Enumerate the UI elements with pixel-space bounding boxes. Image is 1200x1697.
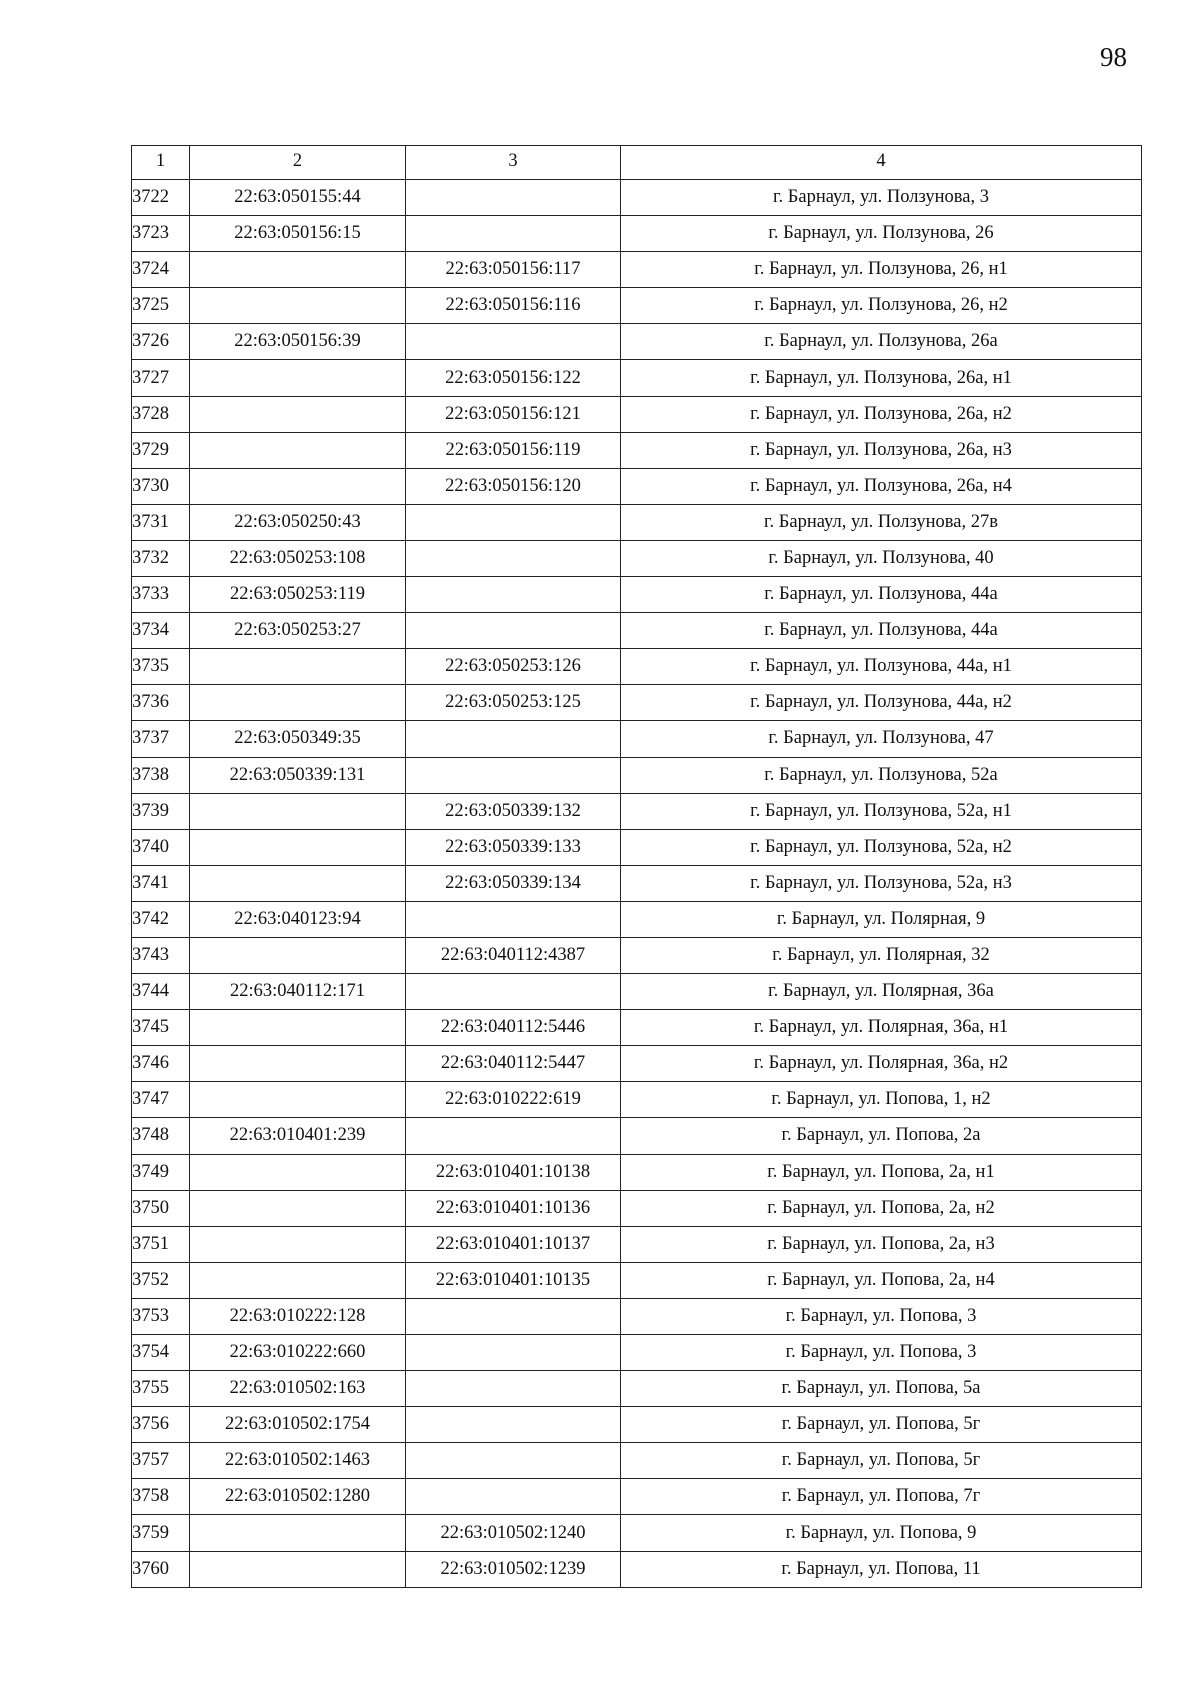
room-cadastral-number-cell: 22:63:050339:134 [406, 865, 621, 901]
table-row [132, 649, 1142, 685]
cadastral-number-cell: 22:63:040123:94 [190, 901, 406, 937]
room-cadastral-number-cell [406, 1335, 621, 1371]
room-cadastral-number-cell: 22:63:050156:117 [406, 252, 621, 288]
table-row [132, 1226, 1142, 1262]
room-cadastral-number-cell: 22:63:050339:133 [406, 829, 621, 865]
address-cell: г. Барнаул, ул. Ползунова, 27в [621, 504, 1142, 540]
table-row [132, 1046, 1142, 1082]
cadastral-number-cell [190, 1190, 406, 1226]
table-row [132, 1515, 1142, 1551]
table-row [132, 901, 1142, 937]
room-cadastral-number-cell [406, 540, 621, 576]
table-row [132, 504, 1142, 540]
address-cell: г. Барнаул, ул. Ползунова, 26а [621, 324, 1142, 360]
row-number-cell: 3729 [132, 432, 190, 468]
cadastral-number-cell [190, 649, 406, 685]
room-cadastral-number-cell [406, 901, 621, 937]
table-row [132, 216, 1142, 252]
column-header-4: 4 [621, 146, 1142, 180]
room-cadastral-number-cell: 22:63:050156:119 [406, 432, 621, 468]
cadastral-number-cell [190, 1551, 406, 1587]
room-cadastral-number-cell [406, 757, 621, 793]
address-cell: г. Барнаул, ул. Полярная, 32 [621, 937, 1142, 973]
row-number-cell: 3730 [132, 468, 190, 504]
address-cell: г. Барнаул, ул. Попова, 2а, н3 [621, 1226, 1142, 1262]
row-number-cell: 3735 [132, 649, 190, 685]
table-row [132, 1371, 1142, 1407]
table-row [132, 937, 1142, 973]
column-header-1: 1 [132, 146, 190, 180]
table-row [132, 685, 1142, 721]
row-number-cell: 3722 [132, 180, 190, 216]
cadastral-number-cell [190, 1082, 406, 1118]
row-number-cell: 3751 [132, 1226, 190, 1262]
row-number-cell: 3732 [132, 540, 190, 576]
room-cadastral-number-cell [406, 721, 621, 757]
row-number-cell: 3742 [132, 901, 190, 937]
address-cell: г. Барнаул, ул. Ползунова, 26 [621, 216, 1142, 252]
row-number-cell: 3754 [132, 1335, 190, 1371]
room-cadastral-number-cell [406, 974, 621, 1010]
room-cadastral-number-cell: 22:63:010502:1239 [406, 1551, 621, 1587]
row-number-cell: 3758 [132, 1479, 190, 1515]
table-row [132, 1154, 1142, 1190]
cadastral-number-cell [190, 1154, 406, 1190]
address-cell: г. Барнаул, ул. Попова, 2а, н1 [621, 1154, 1142, 1190]
row-number-cell: 3752 [132, 1262, 190, 1298]
address-cell: г. Барнаул, ул. Попова, 3 [621, 1298, 1142, 1334]
cadastral-number-cell [190, 1010, 406, 1046]
room-cadastral-number-cell: 22:63:050156:121 [406, 396, 621, 432]
room-cadastral-number-cell: 22:63:040112:5447 [406, 1046, 621, 1082]
table-row [132, 180, 1142, 216]
room-cadastral-number-cell [406, 1118, 621, 1154]
cadastral-number-cell [190, 865, 406, 901]
table-row [132, 757, 1142, 793]
room-cadastral-number-cell: 22:63:040112:4387 [406, 937, 621, 973]
cadastral-number-cell: 22:63:010502:1754 [190, 1407, 406, 1443]
row-number-cell: 3757 [132, 1443, 190, 1479]
address-cell: г. Барнаул, ул. Попова, 3 [621, 1335, 1142, 1371]
table-row [132, 432, 1142, 468]
table-row [132, 1010, 1142, 1046]
address-cell: г. Барнаул, ул. Попова, 5а [621, 1371, 1142, 1407]
room-cadastral-number-cell [406, 504, 621, 540]
room-cadastral-number-cell [406, 1407, 621, 1443]
room-cadastral-number-cell: 22:63:050156:120 [406, 468, 621, 504]
registry-table [131, 145, 1142, 1588]
address-cell: г. Барнаул, ул. Ползунова, 26, н2 [621, 288, 1142, 324]
address-cell: г. Барнаул, ул. Ползунова, 26, н1 [621, 252, 1142, 288]
cadastral-number-cell [190, 793, 406, 829]
cadastral-number-cell: 22:63:050253:119 [190, 577, 406, 613]
room-cadastral-number-cell: 22:63:050253:125 [406, 685, 621, 721]
cadastral-number-cell [190, 396, 406, 432]
room-cadastral-number-cell: 22:63:010502:1240 [406, 1515, 621, 1551]
address-cell: г. Барнаул, ул. Ползунова, 47 [621, 721, 1142, 757]
room-cadastral-number-cell: 22:63:050339:132 [406, 793, 621, 829]
room-cadastral-number-cell: 22:63:010401:10138 [406, 1154, 621, 1190]
table-row [132, 613, 1142, 649]
address-cell: г. Барнаул, ул. Полярная, 36а, н2 [621, 1046, 1142, 1082]
cadastral-number-cell [190, 468, 406, 504]
row-number-cell: 3738 [132, 757, 190, 793]
row-number-cell: 3733 [132, 577, 190, 613]
cadastral-number-cell: 22:63:050253:108 [190, 540, 406, 576]
address-cell: г. Барнаул, ул. Полярная, 36а [621, 974, 1142, 1010]
cadastral-number-cell: 22:63:050155:44 [190, 180, 406, 216]
cadastral-number-cell: 22:63:040112:171 [190, 974, 406, 1010]
cadastral-number-cell [190, 937, 406, 973]
row-number-cell: 3753 [132, 1298, 190, 1334]
room-cadastral-number-cell: 22:63:010401:10137 [406, 1226, 621, 1262]
room-cadastral-number-cell [406, 577, 621, 613]
table-row [132, 1335, 1142, 1371]
address-cell: г. Барнаул, ул. Ползунова, 44а, н1 [621, 649, 1142, 685]
table-row [132, 468, 1142, 504]
cadastral-number-cell [190, 1515, 406, 1551]
table-row [132, 1479, 1142, 1515]
table-row [132, 1262, 1142, 1298]
cadastral-number-cell: 22:63:010502:1463 [190, 1443, 406, 1479]
row-number-cell: 3747 [132, 1082, 190, 1118]
room-cadastral-number-cell [406, 180, 621, 216]
table-row [132, 396, 1142, 432]
room-cadastral-number-cell [406, 324, 621, 360]
row-number-cell: 3750 [132, 1190, 190, 1226]
table-row [132, 1551, 1142, 1587]
address-cell: г. Барнаул, ул. Полярная, 9 [621, 901, 1142, 937]
row-number-cell: 3727 [132, 360, 190, 396]
cadastral-number-cell [190, 829, 406, 865]
row-number-cell: 3734 [132, 613, 190, 649]
row-number-cell: 3728 [132, 396, 190, 432]
table-row [132, 1118, 1142, 1154]
row-number-cell: 3741 [132, 865, 190, 901]
row-number-cell: 3731 [132, 504, 190, 540]
table-row [132, 360, 1142, 396]
page-number: 98 [1100, 42, 1127, 72]
table-row [132, 252, 1142, 288]
cadastral-number-cell [190, 432, 406, 468]
row-number-cell: 3760 [132, 1551, 190, 1587]
table-body [132, 180, 1142, 1588]
cadastral-number-cell [190, 1226, 406, 1262]
room-cadastral-number-cell: 22:63:050253:126 [406, 649, 621, 685]
cadastral-number-cell [190, 1046, 406, 1082]
table-row [132, 288, 1142, 324]
address-cell: г. Барнаул, ул. Ползунова, 52а [621, 757, 1142, 793]
cadastral-number-cell: 22:63:050339:131 [190, 757, 406, 793]
table-row [132, 324, 1142, 360]
room-cadastral-number-cell [406, 216, 621, 252]
row-number-cell: 3745 [132, 1010, 190, 1046]
table-row [132, 1407, 1142, 1443]
cadastral-number-cell: 22:63:010222:128 [190, 1298, 406, 1334]
row-number-cell: 3723 [132, 216, 190, 252]
address-cell: г. Барнаул, ул. Ползунова, 26а, н3 [621, 432, 1142, 468]
table-row [132, 577, 1142, 613]
room-cadastral-number-cell: 22:63:010401:10136 [406, 1190, 621, 1226]
address-cell: г. Барнаул, ул. Ползунова, 44а, н2 [621, 685, 1142, 721]
row-number-cell: 3725 [132, 288, 190, 324]
table-row [132, 1082, 1142, 1118]
room-cadastral-number-cell [406, 1479, 621, 1515]
room-cadastral-number-cell [406, 613, 621, 649]
cadastral-number-cell: 22:63:010502:1280 [190, 1479, 406, 1515]
room-cadastral-number-cell [406, 1371, 621, 1407]
row-number-cell: 3746 [132, 1046, 190, 1082]
row-number-cell: 3748 [132, 1118, 190, 1154]
address-cell: г. Барнаул, ул. Попова, 2а, н4 [621, 1262, 1142, 1298]
row-number-cell: 3756 [132, 1407, 190, 1443]
table-row [132, 1298, 1142, 1334]
address-cell: г. Барнаул, ул. Ползунова, 26а, н4 [621, 468, 1142, 504]
table-row [132, 721, 1142, 757]
cadastral-number-cell: 22:63:010401:239 [190, 1118, 406, 1154]
address-cell: г. Барнаул, ул. Попова, 9 [621, 1515, 1142, 1551]
cadastral-number-cell: 22:63:010502:163 [190, 1371, 406, 1407]
table-row [132, 793, 1142, 829]
address-cell: г. Барнаул, ул. Ползунова, 52а, н2 [621, 829, 1142, 865]
address-cell: г. Барнаул, ул. Попова, 5г [621, 1443, 1142, 1479]
table-row [132, 829, 1142, 865]
column-header-3: 3 [406, 146, 621, 180]
cadastral-number-cell: 22:63:050156:39 [190, 324, 406, 360]
address-cell: г. Барнаул, ул. Ползунова, 40 [621, 540, 1142, 576]
address-cell: г. Барнаул, ул. Попова, 1, н2 [621, 1082, 1142, 1118]
address-cell: г. Барнаул, ул. Попова, 11 [621, 1551, 1142, 1587]
table-header [132, 146, 1142, 180]
address-cell: г. Барнаул, ул. Попова, 2а, н2 [621, 1190, 1142, 1226]
row-number-cell: 3726 [132, 324, 190, 360]
row-number-cell: 3739 [132, 793, 190, 829]
row-number-cell: 3740 [132, 829, 190, 865]
address-cell: г. Барнаул, ул. Ползунова, 44а [621, 613, 1142, 649]
cadastral-number-cell: 22:63:050156:15 [190, 216, 406, 252]
room-cadastral-number-cell: 22:63:010401:10135 [406, 1262, 621, 1298]
row-number-cell: 3744 [132, 974, 190, 1010]
cadastral-number-cell [190, 360, 406, 396]
cadastral-number-cell [190, 252, 406, 288]
cadastral-number-cell [190, 288, 406, 324]
cadastral-number-cell: 22:63:050253:27 [190, 613, 406, 649]
column-header-2: 2 [190, 146, 406, 180]
table-row [132, 974, 1142, 1010]
row-number-cell: 3736 [132, 685, 190, 721]
room-cadastral-number-cell [406, 1298, 621, 1334]
table-row [132, 1443, 1142, 1479]
room-cadastral-number-cell: 22:63:050156:122 [406, 360, 621, 396]
cadastral-number-cell: 22:63:050250:43 [190, 504, 406, 540]
row-number-cell: 3759 [132, 1515, 190, 1551]
row-number-cell: 3724 [132, 252, 190, 288]
table-row [132, 540, 1142, 576]
address-cell: г. Барнаул, ул. Попова, 7г [621, 1479, 1142, 1515]
row-number-cell: 3755 [132, 1371, 190, 1407]
address-cell: г. Барнаул, ул. Попова, 5г [621, 1407, 1142, 1443]
row-number-cell: 3749 [132, 1154, 190, 1190]
address-cell: г. Барнаул, ул. Ползунова, 52а, н1 [621, 793, 1142, 829]
row-number-cell: 3737 [132, 721, 190, 757]
address-cell: г. Барнаул, ул. Ползунова, 52а, н3 [621, 865, 1142, 901]
address-cell: г. Барнаул, ул. Ползунова, 26а, н1 [621, 360, 1142, 396]
header-row [132, 146, 1142, 180]
cadastral-number-cell [190, 685, 406, 721]
table-row [132, 865, 1142, 901]
cadastral-number-cell: 22:63:050349:35 [190, 721, 406, 757]
address-cell: г. Барнаул, ул. Попова, 2а [621, 1118, 1142, 1154]
cadastral-number-cell [190, 1262, 406, 1298]
room-cadastral-number-cell: 22:63:040112:5446 [406, 1010, 621, 1046]
cadastral-number-cell: 22:63:010222:660 [190, 1335, 406, 1371]
address-cell: г. Барнаул, ул. Ползунова, 26а, н2 [621, 396, 1142, 432]
room-cadastral-number-cell: 22:63:050156:116 [406, 288, 621, 324]
address-cell: г. Барнаул, ул. Ползунова, 44а [621, 577, 1142, 613]
row-number-cell: 3743 [132, 937, 190, 973]
table-row [132, 1190, 1142, 1226]
address-cell: г. Барнаул, ул. Ползунова, 3 [621, 180, 1142, 216]
room-cadastral-number-cell: 22:63:010222:619 [406, 1082, 621, 1118]
room-cadastral-number-cell [406, 1443, 621, 1479]
address-cell: г. Барнаул, ул. Полярная, 36а, н1 [621, 1010, 1142, 1046]
